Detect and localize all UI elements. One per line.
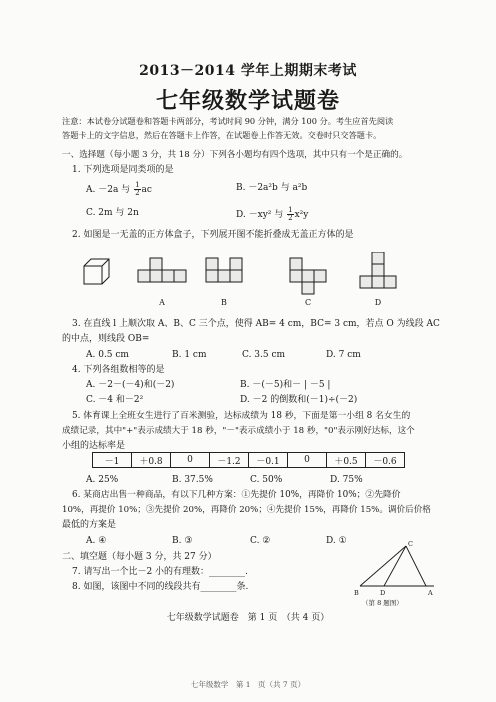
segment-bc xyxy=(360,546,406,586)
segment-ca xyxy=(406,546,426,586)
exam-title: 2013－2014 学年上期期末考试 xyxy=(139,63,357,79)
q3-option-d: D. 7 cm xyxy=(326,350,361,360)
document-footer: 七年级数学 第 1 页（共 7 页） xyxy=(190,680,306,689)
q4-stem: 4. 下列各组数相等的是 xyxy=(72,365,165,375)
q5-results-table xyxy=(92,452,405,468)
segment-dc xyxy=(384,546,406,586)
net-label-a: A xyxy=(159,298,165,307)
q1-option-a: A. －2a 与 $\frac{1}{2}$ ac xyxy=(86,181,152,197)
q6-option-d: D. ① xyxy=(326,536,347,546)
q6-option-a: A. ④ xyxy=(86,536,107,546)
q6-line-3: 最低的方案是 xyxy=(62,520,117,530)
net-b xyxy=(206,258,242,282)
section2-heading: 二、填空题（每小题 3 分，共 27 分） xyxy=(62,552,217,562)
page-footer: 七年级数学试题卷 第 1 页 （共 4 页） xyxy=(166,613,330,623)
notice-line-1: 注意：本试卷分试题卷和答题卡两部分，考试时间 90 分钟，满分 100 分。考生应首先阅读 xyxy=(62,116,394,126)
q3-option-c: C. 3.5 cm xyxy=(242,350,286,360)
q5-line-2: 成绩记录，其中"+"表示成绩大于 18 秒，"－"表示成绩小于 18 秒，"0"表示刚好达标，这个 xyxy=(62,426,415,436)
q3-line-1: 3. 在直线 l 上顺次取 A、B、C 三个点，使得 AB= 4 cm，BC= 3 cm，若点 O 为线段 AC xyxy=(72,319,440,329)
table-cell: 0 xyxy=(171,453,210,468)
q5-option-c: C. 50% xyxy=(250,475,283,485)
q5-option-a: A. 25% xyxy=(86,475,119,485)
q6-line-1: 6. 某商店出售一种商品，有以下几种方案：①先提价 10%，再降价 10%；②先降价 xyxy=(72,490,401,500)
q8: 8. 如图，该图中不同的线段共有________条. xyxy=(72,582,249,592)
q4-option-b: B. －(－5)和－ | －5 | xyxy=(240,380,331,390)
net-d xyxy=(360,252,396,288)
q3-option-a: A. 0.5 cm xyxy=(86,350,129,360)
table-cell: 0 xyxy=(288,453,327,468)
table-cell: －1 xyxy=(93,453,132,468)
q5-option-d: D. 75% xyxy=(330,475,363,485)
open-cube-figure xyxy=(84,259,109,284)
q5-line-3: 小组的达标率是 xyxy=(62,441,126,451)
table-cell: ＋0.5 xyxy=(327,453,366,468)
section1-heading: 一、选择题（每小题 3 分，共 18 分）下列各小题均有四个选项，其中只有一个是正确的。 xyxy=(62,150,408,160)
q7: 7. 请写出一个比－2 小的有理数：________. xyxy=(72,567,248,577)
q5-option-b: B. 37.5% xyxy=(172,475,213,485)
table-cell: －1.2 xyxy=(210,453,249,468)
q5-line-1: 5. 体育课上全班女生进行了百米测验，达标成绩为 18 秒，下面是第一小组 8 名女生的 xyxy=(72,411,411,421)
q4-option-a: A. －2－(－4)和(－2) xyxy=(86,380,175,390)
net-c xyxy=(290,258,326,294)
q4-option-c: C. －4 和－2² xyxy=(86,395,144,405)
q1-option-d: D. －xy² 与 $\frac{1}{2}$ x²y xyxy=(236,206,309,222)
fraction: $\frac{1}{2}$ xyxy=(135,181,140,197)
q2-net-figures xyxy=(80,252,420,308)
net-label-b: B xyxy=(221,298,227,307)
point-c-label: C xyxy=(408,540,413,548)
point-d-label: D xyxy=(380,589,386,597)
q1-option-b: B. －2a²b 与 a²b xyxy=(236,183,308,193)
q6-option-b: B. ③ xyxy=(172,536,193,546)
q3-line-2: 的中点，则线段 OB= xyxy=(62,334,150,344)
table-cell: －0.6 xyxy=(366,453,405,468)
q4-option-d: D. －2 的倒数和(－1)÷(－2) xyxy=(240,395,358,405)
figure-caption: （第 8 题图） xyxy=(362,599,403,607)
q3-option-b: B. 1 cm xyxy=(172,350,207,360)
notice-line-2: 答题卡上的文字信息，然后在答题卡上作答，在试题卷上作答无效。交卷时只交答题卡。 xyxy=(62,130,382,140)
q1-stem: 1. 下列选项是同类项的是 xyxy=(72,165,174,175)
paper-title: 七年级数学试题卷 xyxy=(155,88,340,114)
q6-option-c: C. ② xyxy=(250,536,271,546)
fraction: $\frac{1}{2}$ xyxy=(288,206,293,222)
q2-stem: 2. 如图是一无盖的正方体盒子，下列展开图不能折叠成无盖正方体的是 xyxy=(72,230,354,240)
net-label-d: D xyxy=(374,298,382,307)
q8-figure xyxy=(346,538,446,608)
table-cell: ＋0.8 xyxy=(132,453,171,468)
table-cell: －0.1 xyxy=(249,453,288,468)
net-a xyxy=(138,258,186,282)
q6-line-2: 10%，再提价 10%；③先提价 20%，再降价 20%；④先提价 15%，再降价 15%。调价后价格 xyxy=(62,505,431,515)
point-a-label: A xyxy=(428,589,433,597)
table-row xyxy=(93,453,405,468)
q1-option-c: C. 2m 与 2n xyxy=(86,208,139,218)
net-label-c: C xyxy=(304,298,312,307)
point-b-label: B xyxy=(354,589,359,597)
